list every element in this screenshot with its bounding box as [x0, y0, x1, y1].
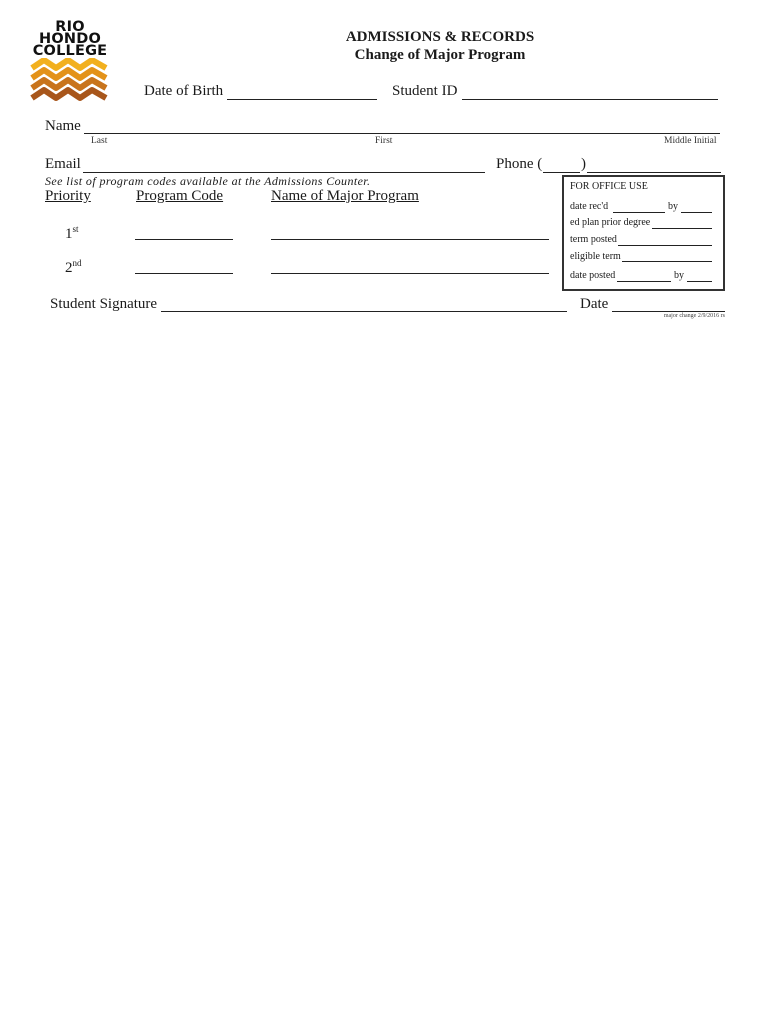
office-eligible-term-field[interactable]	[622, 261, 712, 262]
priority-2-num: 2	[65, 260, 73, 276]
footer-revision-note: major change 2/9/2016 rs	[663, 313, 725, 319]
office-term-posted-field[interactable]	[618, 245, 712, 246]
office-eligible-term-label: eligible term	[570, 251, 621, 262]
student-id-field[interactable]	[462, 99, 718, 100]
office-use-heading: FOR OFFICE USE	[570, 181, 648, 192]
office-term-posted-label: term posted	[570, 234, 617, 245]
signature-label: Student Signature	[50, 296, 158, 312]
name-label: Name	[45, 118, 81, 134]
col-priority-header: Priority	[45, 188, 91, 204]
form-title: Change of Major Program	[354, 47, 526, 63]
department-title: ADMISSIONS & RECORDS	[345, 29, 535, 45]
phone-close-paren: )	[581, 156, 586, 172]
signature-date-label: Date	[580, 296, 609, 312]
priority-2-suffix: nd	[72, 258, 82, 268]
program-name-2-field[interactable]	[271, 273, 549, 274]
name-sub-first: First	[375, 136, 393, 146]
col-code-header: Program Code	[136, 188, 224, 204]
signature-field[interactable]	[161, 311, 567, 312]
priority-1-num: 1	[65, 226, 73, 242]
logo-text-college: COLLEGE	[32, 43, 108, 59]
office-by2-label: by	[674, 270, 684, 281]
logo-waves-icon	[30, 58, 110, 102]
office-by-label: by	[668, 201, 678, 212]
program-code-1-field[interactable]	[135, 239, 233, 240]
program-code-2-field[interactable]	[135, 273, 233, 274]
priority-1-suffix: st	[72, 224, 79, 234]
priority-1	[65, 224, 79, 243]
program-codes-note: See list of program codes available at the Admissions Counter.	[45, 174, 371, 188]
logo-text-hondo: HONDO	[39, 31, 101, 47]
phone-number-field[interactable]	[587, 172, 721, 173]
office-date-recd-label: date rec'd	[570, 201, 609, 212]
dob-label: Date of Birth	[144, 83, 224, 99]
office-date-posted-field[interactable]	[617, 281, 671, 282]
dob-field[interactable]	[227, 99, 377, 100]
phone-label: Phone (	[496, 156, 543, 172]
office-by-field[interactable]	[681, 212, 712, 213]
program-name-1-field[interactable]	[271, 239, 549, 240]
name-sub-last: Last	[91, 136, 108, 146]
office-date-posted-label: date posted	[570, 270, 616, 281]
office-ed-plan-field[interactable]	[652, 228, 712, 229]
student-id-label: Student ID	[392, 83, 458, 99]
office-date-recd-field[interactable]	[613, 212, 665, 213]
col-name-header: Name of Major Program	[271, 188, 419, 204]
email-field[interactable]	[83, 172, 485, 173]
email-label: Email	[45, 156, 81, 172]
signature-date-field[interactable]	[612, 311, 725, 312]
office-by2-field[interactable]	[687, 281, 712, 282]
logo-text-rio: RIO	[55, 19, 85, 35]
name-field[interactable]	[84, 133, 720, 134]
priority-2	[65, 258, 82, 277]
phone-area-code-field[interactable]	[543, 172, 580, 173]
name-sub-middle: Middle Initial	[664, 136, 717, 146]
office-ed-plan-label: ed plan prior degree	[570, 217, 651, 228]
